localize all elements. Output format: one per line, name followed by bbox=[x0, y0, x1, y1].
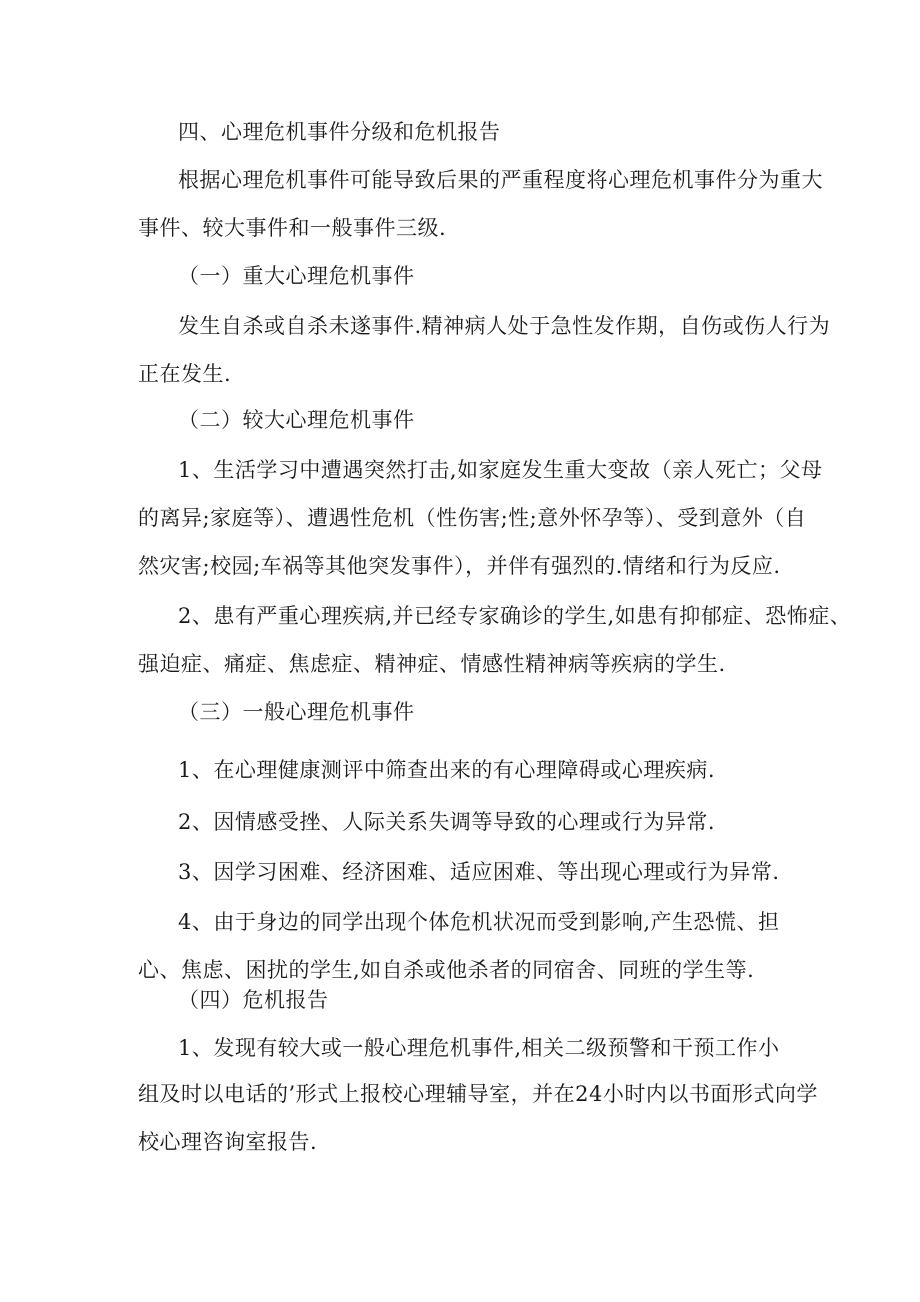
paragraph-line: 1、生活学习中遭遇突然打击,如家庭发生重大变故（亲人死亡；父母 bbox=[178, 458, 823, 482]
subsection-heading: （三）一般心理危机事件 bbox=[178, 700, 415, 724]
paragraph-line: 的离异;家庭等）、遭遇性危机（性伤害;性;意外怀孕等）、受到意外（自 bbox=[138, 506, 807, 530]
subsection-heading: （一）重大心理危机事件 bbox=[178, 264, 415, 288]
subsection-heading: （四）危机报告 bbox=[178, 988, 329, 1012]
paragraph-line: 校心理咨询室报告. bbox=[138, 1130, 318, 1154]
paragraph-line: 发生自杀或自杀未遂事件.精神病人处于急性发作期，自伤或伤人行为 bbox=[178, 314, 831, 338]
paragraph-line: 组及时以电话的’形式上报校心理辅导室，并在24小时内以书面形式向学 bbox=[138, 1082, 818, 1106]
list-item: 2、因情感受挫、人际关系失调等导致的心理或行为异常. bbox=[178, 810, 716, 834]
paragraph-line: 强迫症、痛症、焦虑症、精神症、情感性精神病等疾病的学生. bbox=[138, 652, 726, 676]
paragraph-line: 然灾害;校园;车祸等其他突发事件），并伴有强烈的.情绪和行为反应. bbox=[138, 554, 781, 578]
paragraph-line: 1、发现有较大或一般心理危机事件,相关二级预警和干预工作小 bbox=[178, 1036, 780, 1060]
subsection-heading: （二）较大心理危机事件 bbox=[178, 408, 415, 432]
paragraph-line: 正在发生. bbox=[138, 362, 232, 386]
section-heading: 四、心理危机事件分级和危机报告 bbox=[178, 120, 501, 144]
list-item: 4、由于身边的同学出现个体危机状况而受到影响,产生恐慌、担 bbox=[178, 910, 780, 934]
paragraph-line: 事件、较大事件和一般事件三级. bbox=[138, 216, 447, 240]
list-item: 3、因学习困难、经济困难、适应困难、等出现心理或行为异常. bbox=[178, 860, 780, 884]
paragraph-line: 根据心理危机事件可能导致后果的严重程度将心理危机事件分为重大 bbox=[178, 168, 823, 192]
list-item: 1、在心理健康测评中筛查出来的有心理障碍或心理疾病. bbox=[178, 758, 716, 782]
list-item: 心、焦虑、困扰的学生,如自杀或他杀者的同宿舍、同班的学生等. bbox=[138, 958, 755, 982]
paragraph-line: 2、患有严重心理疾病,并已经专家确诊的学生,如患有抑郁症、恐怖症、 bbox=[178, 604, 852, 628]
